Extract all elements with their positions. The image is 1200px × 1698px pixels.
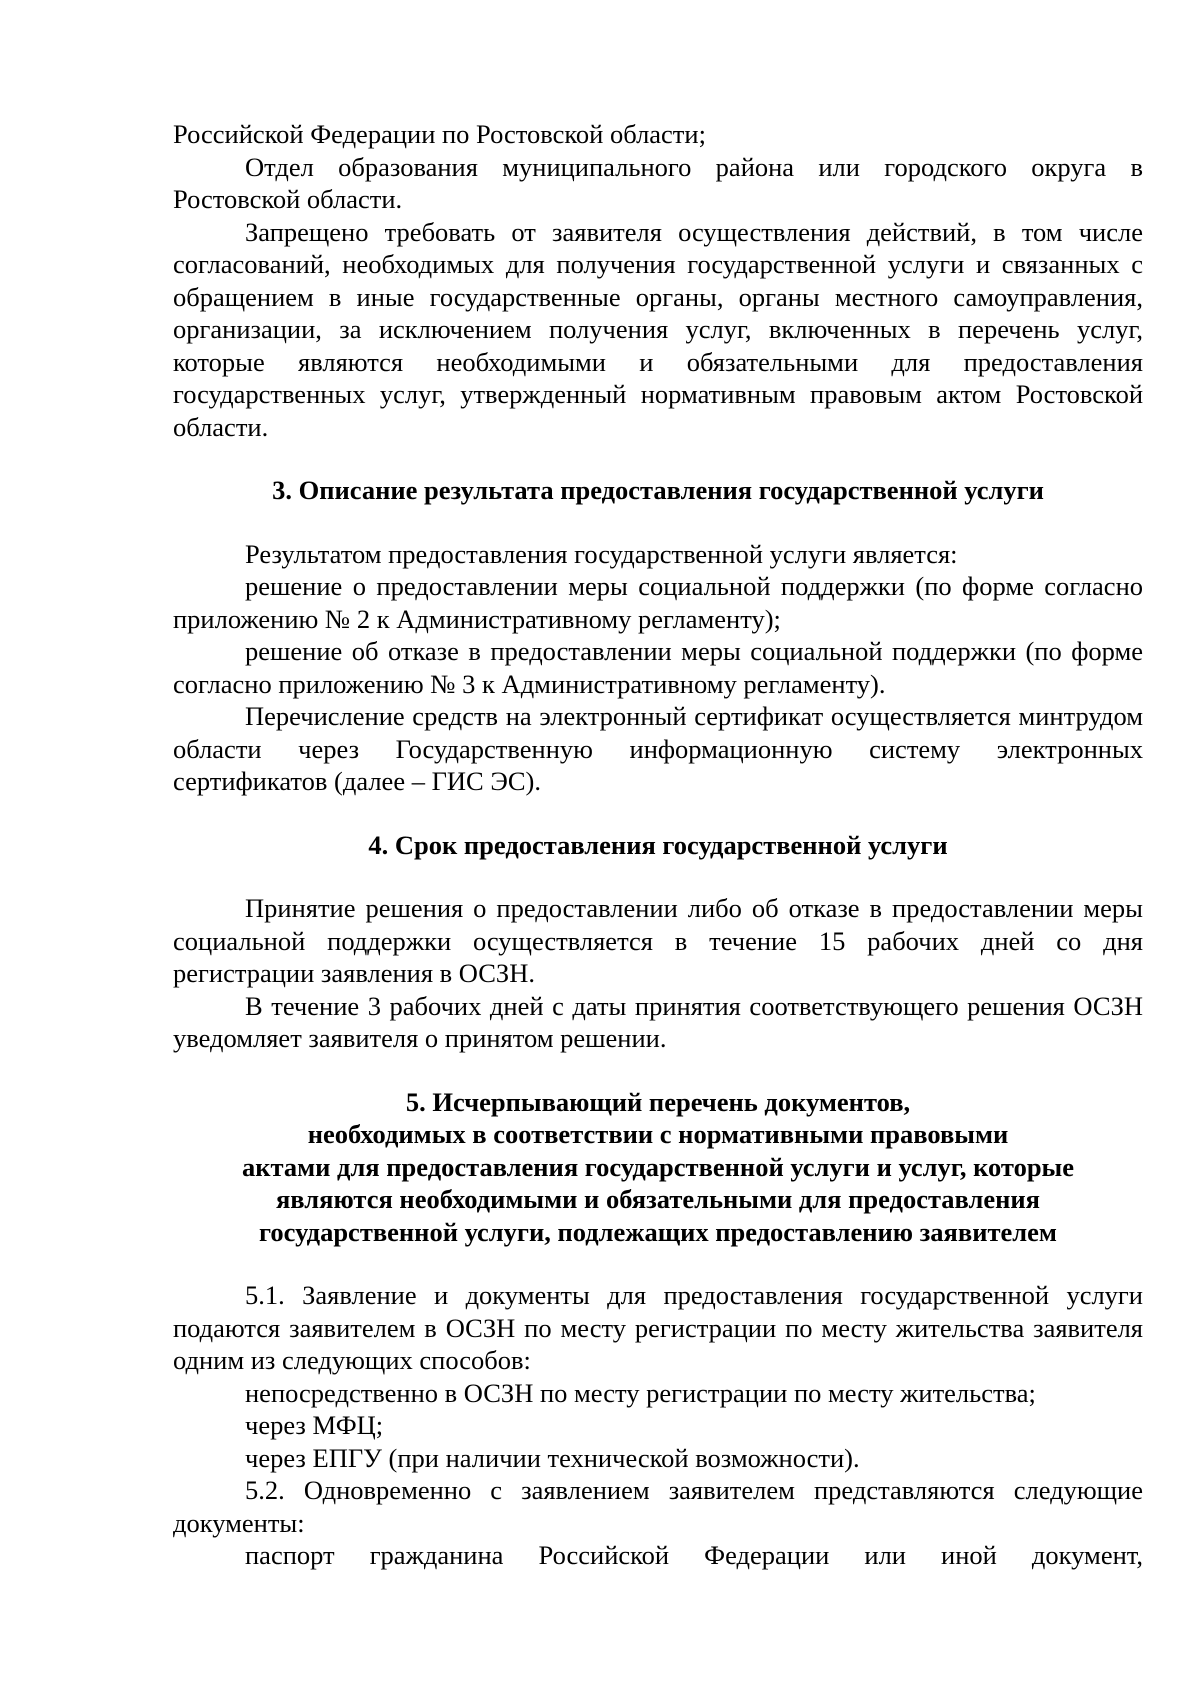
section-4-paragraph: Принятие решения о предоставлении либо об отказе в предоставлении меры социальной поддержки осуществляется в течение 15 рабочих дней со дня регистрации заявления в ОСЗН. — [173, 893, 1143, 988]
section-3-paragraph: Результатом предоставления государственной услуги является: — [245, 538, 958, 569]
intro-paragraph-education-department: Отдел образования муниципального района или городского округа в Ростовской области. — [173, 151, 1143, 214]
intro-paragraph-continuation: Российской Федерации по Ростовской области; — [173, 119, 706, 149]
section-5-heading-line: необходимых в соответствии с нормативными правовыми — [307, 1119, 1009, 1149]
section-3-paragraph: решение об отказе в предоставлении меры социальной поддержки (по форме согласно приложению № 3 к Административному регламенту). — [173, 636, 1143, 699]
document-page — [173, 118, 1143, 1572]
section-5-heading-line: являются необходимыми и обязательными для предоставления — [275, 1184, 1041, 1214]
section-5-paragraph: 5.1. Заявление и документы для предоставления государственной услуги подаются заявителем в ОСЗН по месту регистрации по месту жительства заявителя одним из следующих способов: — [173, 1280, 1143, 1375]
section-3-paragraph: решение о предоставлении меры социальной поддержки (по форме согласно приложению № 2 к Административному регламенту); — [173, 571, 1143, 634]
section-4-heading: 4. Срок предоставления государственной услуги — [368, 829, 948, 860]
section-5-heading-line: государственной услуги, подлежащих предоставлению заявителем — [259, 1216, 1057, 1247]
intro-paragraph-prohibition: Запрещено требовать от заявителя осуществления действий, в том числе согласований, необходимых для получения государственной услуги и связанных с обращением в иные государственные органы, органы местного самоуправления, организации, за исключением получения услуг, включенных в перечень услуг, которые являются необходимыми и обязательными для предоставления государственных услуг, утвержденный нормативным правовым актом Ростовской области. — [173, 216, 1143, 442]
section-5-list-item: через МФЦ; — [245, 1410, 384, 1440]
section-5-paragraph: 5.2. Одновременно с заявлением заявителем представляются следующие документы: — [173, 1475, 1143, 1538]
section-4-paragraph: В течение 3 рабочих дней с даты принятия соответствующего решения ОСЗН уведомляет заявителя о принятом решении. — [173, 990, 1143, 1053]
section-5-heading — [173, 1086, 1143, 1249]
section-5-paragraph: паспорт гражданина Российской Федерации или иной документ, — [245, 1540, 1143, 1570]
section-3-heading: 3. Описание результата предоставления государственной услуги — [272, 475, 1044, 505]
section-5-heading-line: актами для предоставления государственной услуги и услуг, которые — [241, 1151, 1075, 1182]
section-5-list-item: через ЕПГУ (при наличии технической возможности). — [245, 1442, 860, 1473]
section-3-paragraph: Перечисление средств на электронный сертификат осуществляется минтрудом области через Государственную информационную систему электронных сертификатов (далее – ГИС ЭС). — [173, 701, 1143, 796]
section-5-heading-line: 5. Исчерпывающий перечень документов, — [405, 1086, 911, 1117]
section-5-list-item: непосредственно в ОСЗН по месту регистрации по месту жительства; — [245, 1377, 1036, 1408]
